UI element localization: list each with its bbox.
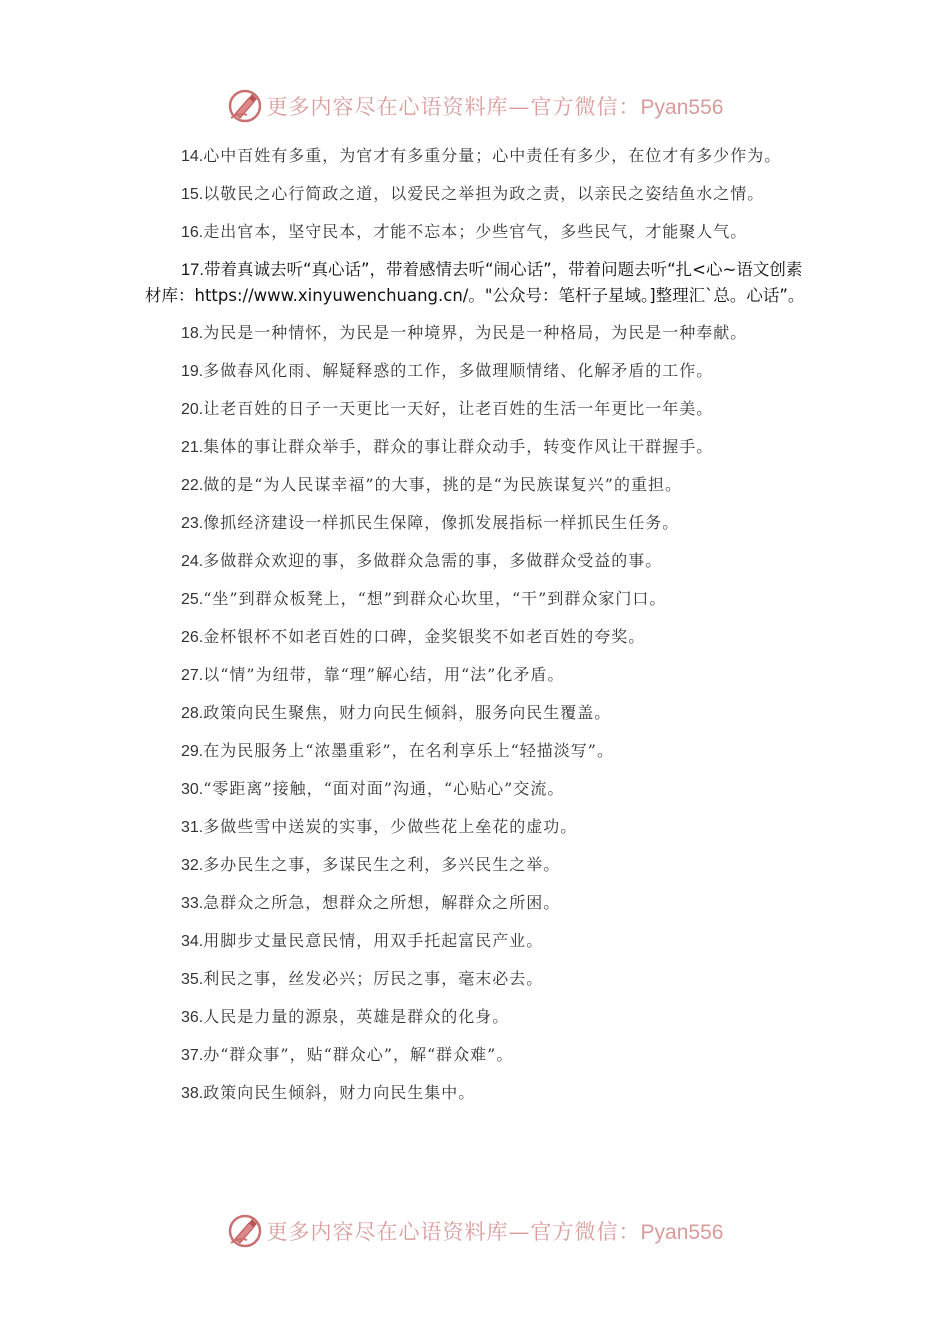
list-item: 34.用脚步丈量民意民情，用双手托起富民产业。 (181, 931, 544, 950)
list-item: 26.金杯银杯不如老百姓的口碑，金奖银奖不如老百姓的夸奖。 (181, 627, 646, 646)
list-item: 24.多做群众欢迎的事，多做群众急需的事，多做群众受益的事。 (181, 551, 663, 570)
list-item: 20.让老百姓的日子一天更比一天好，让老百姓的生活一年更比一年美。 (181, 399, 714, 418)
list-item: 17.带着真诚去听“真心话”，带着感情去听“闹心话”，带着问题去听“扎<心~语文创素材库：https://www.xinyuwenchuang.cn/。"公众号：笔杆子星域。]整理汇`总。心话”。 (145, 260, 805, 305)
list-item: 19.多做春风化雨、解疑释惑的工作，多做理顺情绪、化解矛盾的工作。 (181, 361, 714, 380)
list-item: 35.利民之事，丝发必兴；厉民之事，毫末必去。 (181, 969, 544, 988)
watermark-text: 更多内容尽在心语资料库—官方微信：Pyan556 (266, 1220, 724, 1244)
list-item: 25.“坐”到群众板凳上，“想”到群众心坎里，“干”到群众家门口。 (181, 589, 667, 608)
list-item: 36.人民是力量的源泉，英雄是群众的化身。 (181, 1007, 510, 1026)
list-item: 29.在为民服务上“浓墨重彩”，在名利享乐上“轻描淡写”。 (181, 741, 614, 760)
list-item: 27.以“情”为纽带，靠“理”解心结，用“法”化矛盾。 (181, 665, 565, 684)
list-item: 37.办“群众事”，贴“群众心”，解“群众难”。 (181, 1045, 514, 1064)
header-watermark (0, 84, 950, 128)
list-item: 22.做的是“为人民谋幸福”的大事，挑的是“为民族谋复兴”的重担。 (181, 475, 682, 494)
document-body (145, 143, 815, 1106)
footer-watermark (0, 1209, 950, 1253)
list-item: 15.以敬民之心行简政之道，以爱民之举担为政之责，以亲民之姿结鱼水之情。 (181, 184, 765, 203)
list-item: 21.集体的事让群众举手，群众的事让群众动手，转变作风让干群握手。 (181, 437, 714, 456)
watermark-text: 更多内容尽在心语资料库—官方微信：Pyan556 (266, 95, 724, 119)
list-item: 23.像抓经济建设一样抓民生保障，像抓发展指标一样抓民生任务。 (181, 513, 680, 532)
list-item: 32.多办民生之事，多谋民生之利，多兴民生之举。 (181, 855, 561, 874)
list-item: 31.多做些雪中送炭的实事，少做些花上垒花的虚功。 (181, 817, 578, 836)
list-item: 16.走出官本，坚守民本，才能不忘本；少些官气，多些民气，才能聚人气。 (181, 222, 748, 241)
list-item: 28.政策向民生聚焦，财力向民生倾斜，服务向民生覆盖。 (181, 703, 612, 722)
list-item: 33.急群众之所急，想群众之所想，解群众之所困。 (181, 893, 561, 912)
pen-nib-icon (227, 1213, 263, 1249)
list-item: 18.为民是一种情怀，为民是一种境界，为民是一种格局，为民是一种奉献。 (181, 323, 748, 342)
list-item: 30.“零距离”接触，“面对面”沟通，“心贴心”交流。 (181, 779, 565, 798)
list-item: 38.政策向民生倾斜，财力向民生集中。 (181, 1083, 476, 1102)
pen-nib-icon (227, 88, 263, 124)
list-item: 14.心中百姓有多重，为官才有多重分量；心中责任有多少，在位才有多少作为。 (181, 146, 782, 165)
